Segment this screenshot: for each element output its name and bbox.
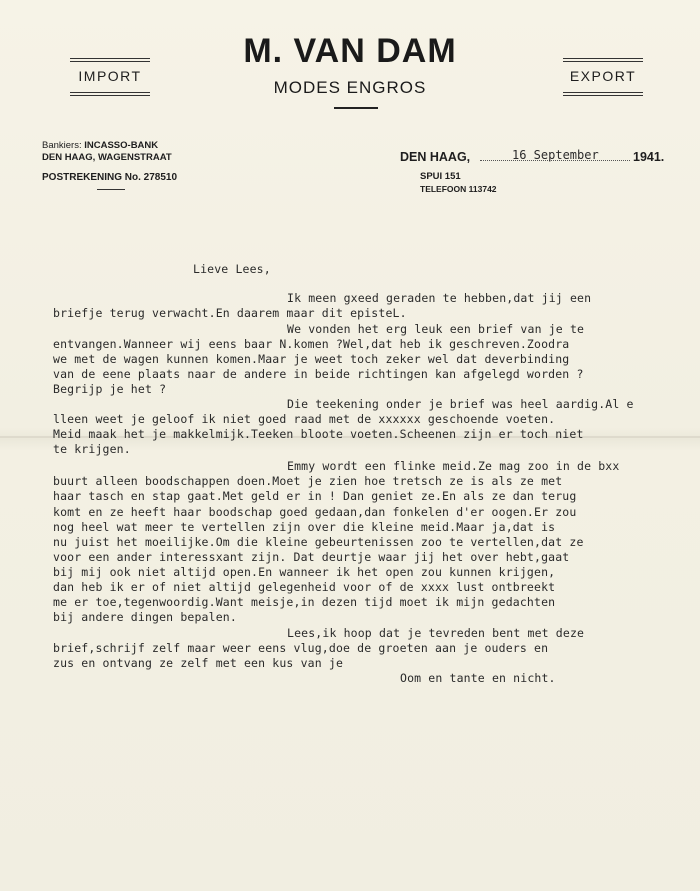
bankers-name: INCASSO-BANK <box>84 140 159 151</box>
company-subtitle: MODES ENGROS <box>273 78 427 97</box>
letter-line: te krijgen. <box>53 442 131 456</box>
letter-line: Emmy wordt een flinke meid.Ze mag zoo in de bxx <box>287 459 620 473</box>
letter-date: 16 September <box>512 148 599 162</box>
bank-address: DEN HAAG, WAGENSTRAAT <box>42 152 172 163</box>
letter-line: Ik meen gxeed geraden te hebben,dat jij een <box>287 291 592 305</box>
letter-line: Meid maak het je makkelmijk.Teeken bloote voeten.Scheenen zijn er toch niet <box>53 427 584 441</box>
letter-signature: Oom en tante en nicht. <box>400 671 556 685</box>
letter-line: nu juist het moeilijke.Om die kleine gebeurtenissen zoo te vertellen,dat ze <box>53 535 584 549</box>
street-address: SPUI 151 <box>420 171 461 182</box>
letter-line: Die teekening onder je brief was heel aardig.Al e <box>287 397 634 411</box>
letter-line: Lees,ik hoop dat je tevreden bent met deze <box>287 626 585 640</box>
letter-line: haar tasch en stap gaat.Met geld er in ! Dan geniet ze.En als ze dan terug <box>53 489 577 503</box>
letter-line: bij andere dingen bepalen. <box>53 610 237 624</box>
letter-line: voor een ander interessxant zijn. Dat deurtje waar jij het over hebt,gaat <box>53 550 570 564</box>
letter-line: me er toe,tegenwoordig.Want meisje,in dezen tijd moet ik mijn gedachten <box>53 595 556 609</box>
letter-line: brief,schrijf zelf maar weer eens vlug,doe de groeten aan je ouders en <box>53 641 549 655</box>
letter-line: bij mij ook niet altijd open.En wanneer ik het open zou kunnen krijgen, <box>53 565 556 579</box>
letter-line: Lieve Lees, <box>193 262 271 276</box>
letter-line: van de eene plaats naar de andere in beide richtingen kan afgelegd worden ? <box>53 367 584 381</box>
letter-line: dan heb ik er of niet altijd gelegenheid voor of de xxxx lust ontbreekt <box>53 580 556 594</box>
postrekening: POSTREKENING No. 278510 <box>42 172 178 183</box>
telephone-number: TELEFOON 113742 <box>420 184 497 194</box>
letter-line: Begrijp je het ? <box>53 382 167 396</box>
letter-line: briefje terug verwacht.En daarem maar dit episteL. <box>53 306 407 320</box>
letter-line: zus en ontvang ze zelf met een kus van je <box>53 656 344 670</box>
letter-year: 1941. <box>633 150 665 164</box>
letter-city: DEN HAAG, <box>400 150 471 164</box>
letter-line: buurt alleen boodschappen doen.Moet je zien hoe tretsch ze is als ze met <box>53 474 563 488</box>
letter-line: nog heel wat meer te vertellen zijn over die kleine meid.Maar ja,dat is <box>53 520 556 534</box>
letter-line: entvangen.Wanneer wij eens baar N.komen ?Wel,dat heb ik geschreven.Zoodra <box>53 337 570 351</box>
letter-line: lleen weet je geloof ik niet goed raad met de xxxxxx geschoende voeten. <box>53 412 556 426</box>
letter-line: we met de wagen kunnen komen.Maar je weet toch zeker wel dat deverbinding <box>53 352 570 366</box>
import-label: IMPORT <box>78 68 142 84</box>
letter-line: komt en ze heeft haar boodschap goed gedaan,dan fonkelen d'er oogen.Er zou <box>53 505 577 519</box>
export-label: EXPORT <box>569 68 637 84</box>
company-name: M. VAN DAM <box>243 32 457 70</box>
letter-line: We vonden het erg leuk een brief van je te <box>287 322 585 336</box>
bankers-label: Bankiers: <box>42 140 82 151</box>
